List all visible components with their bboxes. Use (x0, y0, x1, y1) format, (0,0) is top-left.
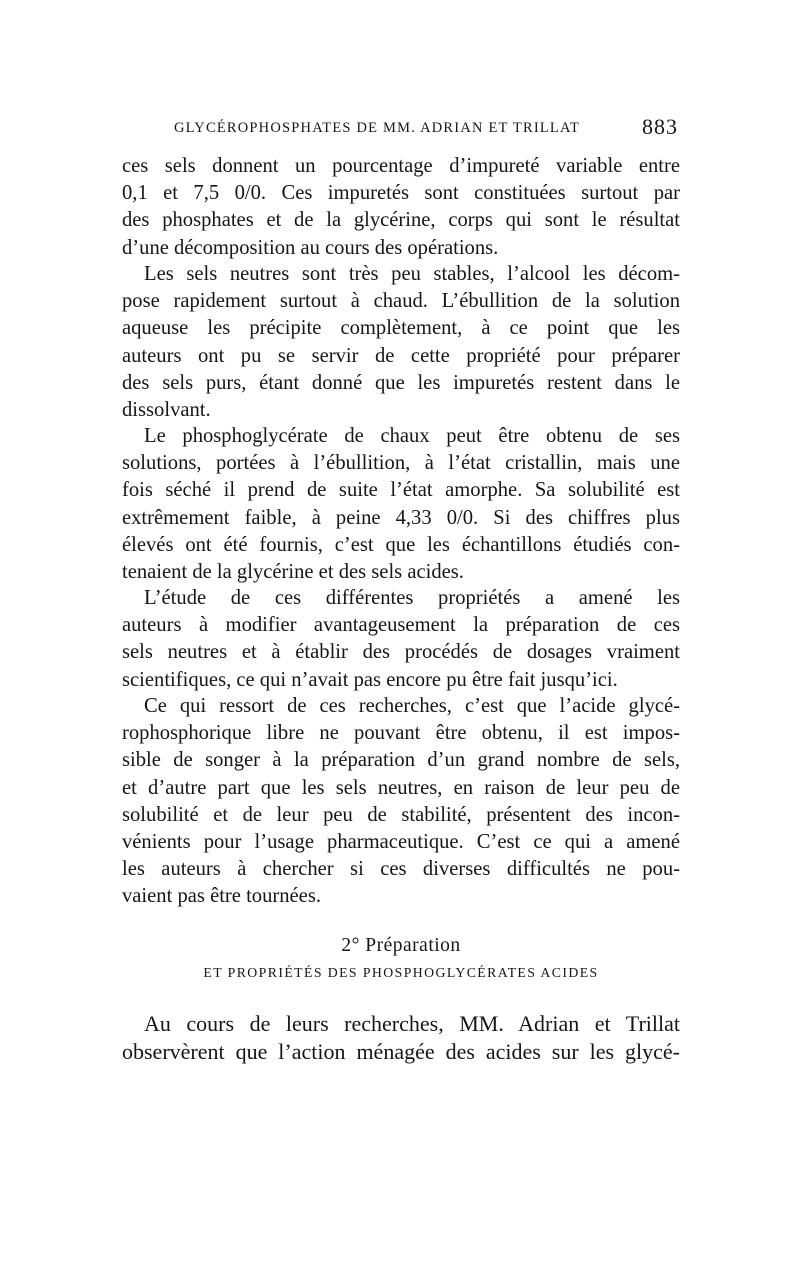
text-line: vénients pour l’usage pharmaceutique. C’est ce qui a amené (122, 830, 680, 853)
running-head (122, 114, 682, 144)
text-line: les auteurs à chercher si ces diverses difficultés ne pou- (122, 858, 680, 881)
text-line: pose rapidement surtout à chaud. L’ébullition de la solution (122, 290, 680, 313)
text-line: sible de songer à la préparation d’un grand nombre de sels, (122, 749, 680, 772)
paragraph-1 (122, 153, 680, 262)
text-line: solubilité et de leur peu de stabilité, présentent des incon- (122, 803, 680, 826)
text-line: aqueuse les précipite complètement, à ce point que les (122, 317, 680, 340)
running-title: GLYCÉROPHOSPHATES DE MM. ADRIAN ET TRILLAT (174, 120, 581, 136)
section-heading (122, 932, 680, 983)
text-line: sels neutres et à établir des procédés de dosages vraiment (122, 641, 680, 664)
text-line: tenaient de la glycérine et des sels acides. (122, 560, 464, 583)
text-line: solutions, portées à l’ébullition, à l’état cristallin, mais une (122, 452, 680, 475)
text-line: auteurs à modifier avantageusement la préparation de ces (122, 614, 680, 637)
text-line: rophosphorique libre ne pouvant être obtenu, il est impos- (122, 722, 680, 745)
text-line: et d’autre part que les sels neutres, en raison de leur peu de (122, 776, 680, 799)
text-line: L’étude de ces différentes propriétés a amené les (144, 587, 680, 609)
text-line: auteurs ont pu se servir de cette propriété pour préparer (122, 344, 680, 367)
text-line: observèrent que l’action ménagée des acides sur les glycé- (122, 1039, 680, 1064)
section-subtitle: ET PROPRIÉTÉS DES PHOSPHOGLYCÉRATES ACIDES (203, 965, 599, 980)
text-line: extrêmement faible, à peine 4,33 0/0. Si des chiffres plus (122, 506, 680, 529)
text-line: d’une décomposition au cours des opérations. (122, 236, 499, 259)
text-line: Au cours de leurs recherches, MM. Adrian et Trillat (144, 1011, 680, 1036)
text-line: des sels purs, étant donné que les impuretés restent dans le (122, 371, 680, 394)
section-paragraph (122, 1010, 680, 1066)
paragraph-2 (122, 261, 680, 424)
page-number: 883 (642, 114, 678, 139)
text-line: 0,1 et 7,5 0/0. Ces impuretés sont constituées surtout par (122, 182, 680, 205)
text-line: dissolvant. (122, 398, 211, 421)
paragraph-5 (122, 693, 680, 911)
text-line: Ce qui ressort de ces recherches, c’est que l’acide glycé- (144, 695, 680, 717)
text-line: élevés ont été fournis, c’est que les échantillons étudiés con- (122, 533, 680, 556)
text-line: Le phosphoglycérate de chaux peut être obtenu de ses (144, 425, 680, 447)
paragraph-3 (122, 423, 680, 586)
text-line: ces sels donnent un pourcentage d’impureté variable entre (122, 155, 680, 177)
paragraph-4 (122, 585, 680, 694)
text-line: fois séché il prend de suite l’état amorphe. Sa solubilité est (122, 479, 680, 502)
section-title: 2° Préparation (341, 935, 461, 956)
text-line: Les sels neutres sont très peu stables, l’alcool les décom- (144, 263, 680, 285)
text-line: des phosphates et de la glycérine, corps qui sont le résultat (122, 209, 680, 232)
text-line: vaient pas être tournées. (122, 885, 321, 908)
text-line: scientifiques, ce qui n’avait pas encore pu être fait jusqu’ici. (122, 668, 618, 691)
